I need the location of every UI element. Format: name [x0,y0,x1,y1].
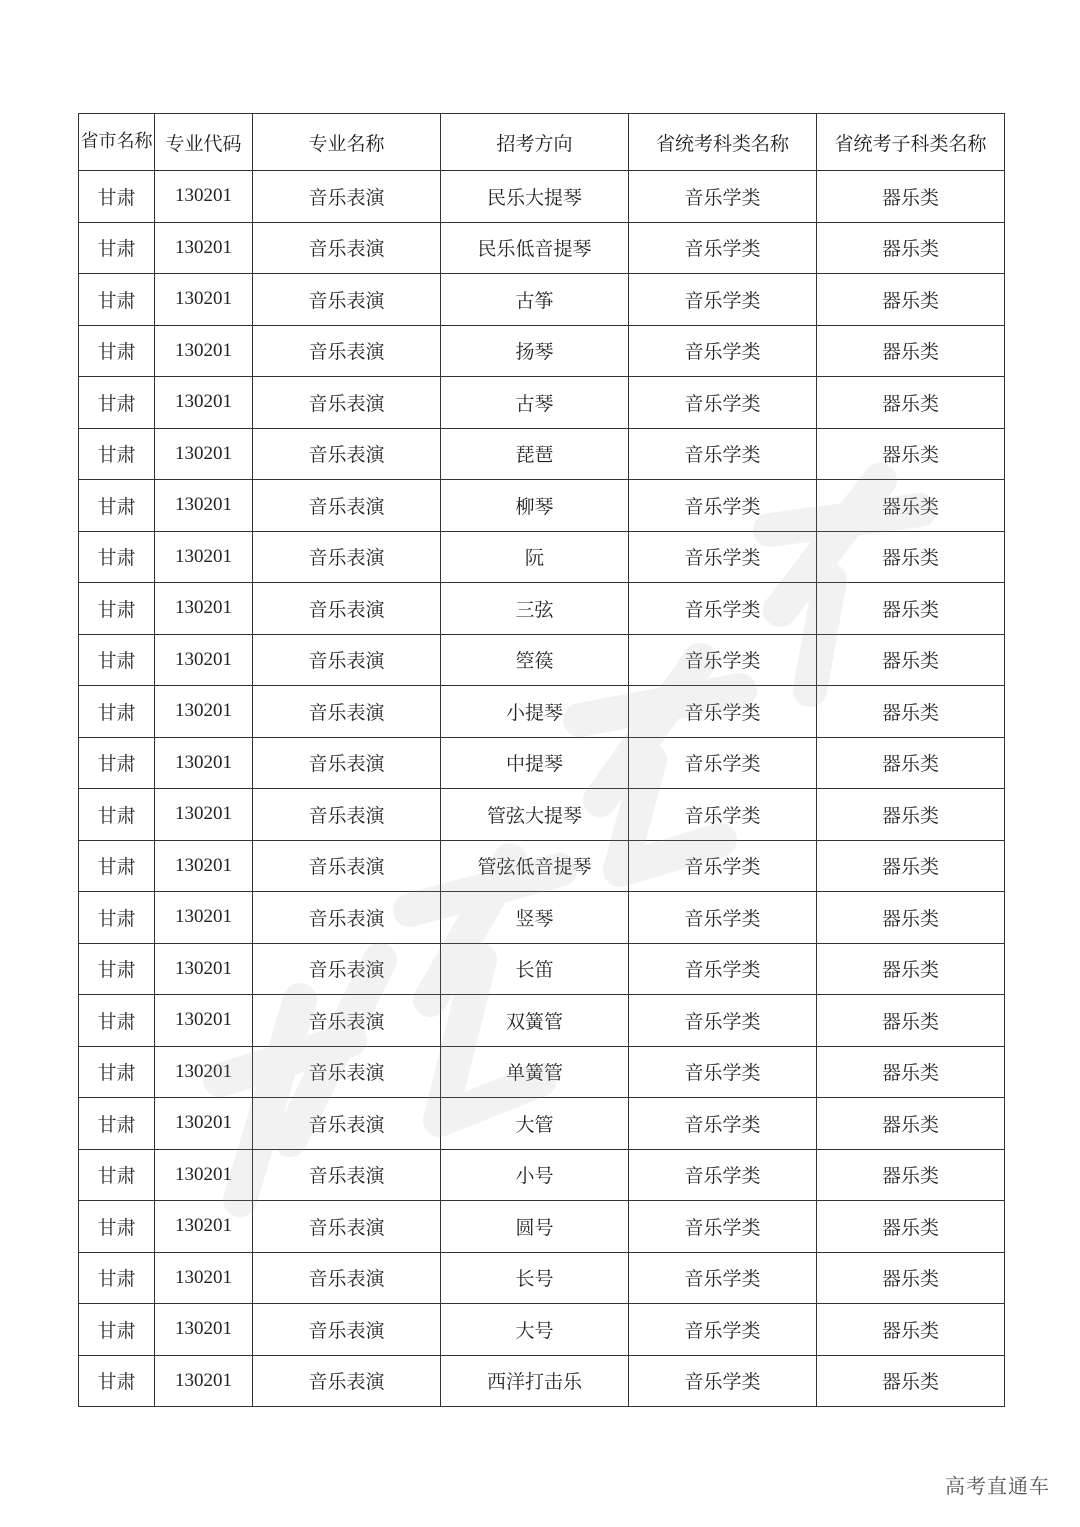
table-row [79,377,1005,429]
exam-subcategory-cell: 器乐类 [817,1304,1005,1356]
exam-subcategory-cell: 器乐类 [817,428,1005,480]
exam-subcategory-cell: 器乐类 [817,686,1005,738]
header-exam-direction: 招考方向 [441,114,629,171]
major-code-cell: 130201 [155,1046,253,1098]
exam-subcategory-cell: 器乐类 [817,1149,1005,1201]
table-row [79,1046,1005,1098]
table-body [79,171,1005,1407]
exam-direction-cell: 管弦低音提琴 [441,840,629,892]
exam-subcategory-cell: 器乐类 [817,1098,1005,1150]
table-row [79,1304,1005,1356]
exam-direction-cell: 小号 [441,1149,629,1201]
exam-category-cell: 音乐学类 [629,171,817,223]
province-cell: 甘肃 [79,222,155,274]
exam-direction-cell: 柳琴 [441,480,629,532]
exam-subcategory-cell: 器乐类 [817,480,1005,532]
exam-category-cell: 音乐学类 [629,995,817,1047]
table-row [79,737,1005,789]
exam-direction-cell: 三弦 [441,583,629,635]
province-cell: 甘肃 [79,274,155,326]
exam-subcategory-cell: 器乐类 [817,583,1005,635]
major-name-cell: 音乐表演 [253,274,441,326]
table-row [79,1149,1005,1201]
major-name-cell: 音乐表演 [253,171,441,223]
major-name-cell: 音乐表演 [253,943,441,995]
province-cell: 甘肃 [79,325,155,377]
major-name-cell: 音乐表演 [253,1149,441,1201]
exam-category-cell: 音乐学类 [629,737,817,789]
exam-direction-cell: 双簧管 [441,995,629,1047]
exam-subcategory-cell: 器乐类 [817,1201,1005,1253]
exam-direction-cell: 中提琴 [441,737,629,789]
table-row [79,1201,1005,1253]
table-row [79,325,1005,377]
major-name-cell: 音乐表演 [253,1252,441,1304]
major-name-cell: 音乐表演 [253,377,441,429]
province-cell: 甘肃 [79,171,155,223]
exam-category-cell: 音乐学类 [629,943,817,995]
major-code-cell: 130201 [155,1355,253,1407]
province-cell: 甘肃 [79,428,155,480]
major-code-cell: 130201 [155,171,253,223]
exam-direction-cell: 扬琴 [441,325,629,377]
exam-subcategory-cell: 器乐类 [817,995,1005,1047]
exam-direction-cell: 民乐大提琴 [441,171,629,223]
table-row [79,789,1005,841]
exam-category-cell: 音乐学类 [629,1355,817,1407]
major-code-cell: 130201 [155,789,253,841]
table-row [79,222,1005,274]
major-code-cell: 130201 [155,583,253,635]
major-name-cell: 音乐表演 [253,1304,441,1356]
major-code-cell: 130201 [155,480,253,532]
exam-direction-cell: 大管 [441,1098,629,1150]
exam-direction-cell: 箜篌 [441,634,629,686]
province-cell: 甘肃 [79,1098,155,1150]
exam-subcategory-cell: 器乐类 [817,377,1005,429]
table-row [79,686,1005,738]
major-code-cell: 130201 [155,428,253,480]
major-name-cell: 音乐表演 [253,531,441,583]
exam-subcategory-cell: 器乐类 [817,325,1005,377]
exam-subcategory-cell: 器乐类 [817,737,1005,789]
exam-category-cell: 音乐学类 [629,892,817,944]
exam-category-cell: 音乐学类 [629,583,817,635]
major-name-cell: 音乐表演 [253,583,441,635]
table-row [79,480,1005,532]
exam-category-cell: 音乐学类 [629,789,817,841]
major-code-cell: 130201 [155,1149,253,1201]
header-major-name: 专业名称 [253,114,441,171]
exam-category-cell: 音乐学类 [629,686,817,738]
major-name-cell: 音乐表演 [253,222,441,274]
header-exam-subcategory: 省统考子科类名称 [817,114,1005,171]
province-cell: 甘肃 [79,377,155,429]
province-cell: 甘肃 [79,789,155,841]
province-cell: 甘肃 [79,995,155,1047]
major-code-cell: 130201 [155,995,253,1047]
province-cell: 甘肃 [79,737,155,789]
major-name-cell: 音乐表演 [253,428,441,480]
header-exam-category: 省统考科类名称 [629,114,817,171]
exam-category-cell: 音乐学类 [629,1046,817,1098]
exam-category-cell: 音乐学类 [629,274,817,326]
exam-direction-cell: 小提琴 [441,686,629,738]
major-code-cell: 130201 [155,325,253,377]
province-cell: 甘肃 [79,840,155,892]
major-name-cell: 音乐表演 [253,1201,441,1253]
province-cell: 甘肃 [79,634,155,686]
major-code-cell: 130201 [155,1201,253,1253]
major-code-cell: 130201 [155,1252,253,1304]
exam-direction-cell: 大号 [441,1304,629,1356]
exam-direction-cell: 古筝 [441,274,629,326]
table-row [79,171,1005,223]
exam-subcategory-cell: 器乐类 [817,531,1005,583]
exam-category-cell: 音乐学类 [629,428,817,480]
exam-category-cell: 音乐学类 [629,1304,817,1356]
major-name-cell: 音乐表演 [253,686,441,738]
major-code-cell: 130201 [155,274,253,326]
major-name-cell: 音乐表演 [253,1046,441,1098]
province-cell: 甘肃 [79,1304,155,1356]
exam-direction-cell: 西洋打击乐 [441,1355,629,1407]
exam-direction-cell: 民乐低音提琴 [441,222,629,274]
table-row [79,1098,1005,1150]
exam-subcategory-cell: 器乐类 [817,789,1005,841]
exam-subcategory-cell: 器乐类 [817,1046,1005,1098]
table-row [79,274,1005,326]
table-row [79,583,1005,635]
major-code-cell: 130201 [155,1304,253,1356]
exam-category-cell: 音乐学类 [629,1149,817,1201]
exam-category-cell: 音乐学类 [629,222,817,274]
exam-direction-cell: 阮 [441,531,629,583]
major-name-cell: 音乐表演 [253,325,441,377]
table-row [79,1252,1005,1304]
major-name-cell: 音乐表演 [253,840,441,892]
major-code-cell: 130201 [155,840,253,892]
exam-category-cell: 音乐学类 [629,1201,817,1253]
province-cell: 甘肃 [79,583,155,635]
header-province: 省市名称 [79,114,155,171]
major-code-cell: 130201 [155,737,253,789]
province-cell: 甘肃 [79,1252,155,1304]
exam-subcategory-cell: 器乐类 [817,222,1005,274]
province-cell: 甘肃 [79,1046,155,1098]
majors-table [78,113,1005,1407]
exam-subcategory-cell: 器乐类 [817,943,1005,995]
table-row [79,531,1005,583]
exam-subcategory-cell: 器乐类 [817,840,1005,892]
major-code-cell: 130201 [155,1098,253,1150]
exam-subcategory-cell: 器乐类 [817,892,1005,944]
exam-category-cell: 音乐学类 [629,480,817,532]
exam-direction-cell: 竖琴 [441,892,629,944]
province-cell: 甘肃 [79,1149,155,1201]
table-row [79,840,1005,892]
major-name-cell: 音乐表演 [253,995,441,1047]
exam-subcategory-cell: 器乐类 [817,1252,1005,1304]
table-row [79,995,1005,1047]
exam-category-cell: 音乐学类 [629,325,817,377]
province-cell: 甘肃 [79,531,155,583]
major-name-cell: 音乐表演 [253,480,441,532]
table-row [79,634,1005,686]
exam-direction-cell: 长号 [441,1252,629,1304]
exam-subcategory-cell: 器乐类 [817,171,1005,223]
table-row [79,428,1005,480]
exam-direction-cell: 圆号 [441,1201,629,1253]
major-code-cell: 130201 [155,634,253,686]
province-cell: 甘肃 [79,892,155,944]
major-code-cell: 130201 [155,377,253,429]
exam-direction-cell: 单簧管 [441,1046,629,1098]
exam-direction-cell: 古琴 [441,377,629,429]
major-code-cell: 130201 [155,892,253,944]
exam-category-cell: 音乐学类 [629,840,817,892]
exam-subcategory-cell: 器乐类 [817,274,1005,326]
exam-category-cell: 音乐学类 [629,531,817,583]
exam-subcategory-cell: 器乐类 [817,634,1005,686]
major-name-cell: 音乐表演 [253,892,441,944]
table-row [79,1355,1005,1407]
exam-category-cell: 音乐学类 [629,377,817,429]
major-code-cell: 130201 [155,531,253,583]
footer-brand: 高考直通车 [945,1474,1050,1498]
exam-category-cell: 音乐学类 [629,634,817,686]
table-row [79,892,1005,944]
province-cell: 甘肃 [79,480,155,532]
province-cell: 甘肃 [79,1355,155,1407]
major-code-cell: 130201 [155,686,253,738]
major-name-cell: 音乐表演 [253,789,441,841]
province-cell: 甘肃 [79,943,155,995]
major-name-cell: 音乐表演 [253,737,441,789]
table-row [79,943,1005,995]
major-name-cell: 音乐表演 [253,1355,441,1407]
exam-subcategory-cell: 器乐类 [817,1355,1005,1407]
province-cell: 甘肃 [79,1201,155,1253]
header-major-code: 专业代码 [155,114,253,171]
major-name-cell: 音乐表演 [253,1098,441,1150]
major-code-cell: 130201 [155,943,253,995]
exam-direction-cell: 管弦大提琴 [441,789,629,841]
exam-direction-cell: 长笛 [441,943,629,995]
exam-category-cell: 音乐学类 [629,1252,817,1304]
province-cell: 甘肃 [79,686,155,738]
table-header-row [79,114,1005,171]
major-name-cell: 音乐表演 [253,634,441,686]
major-code-cell: 130201 [155,222,253,274]
exam-category-cell: 音乐学类 [629,1098,817,1150]
exam-direction-cell: 琵琶 [441,428,629,480]
